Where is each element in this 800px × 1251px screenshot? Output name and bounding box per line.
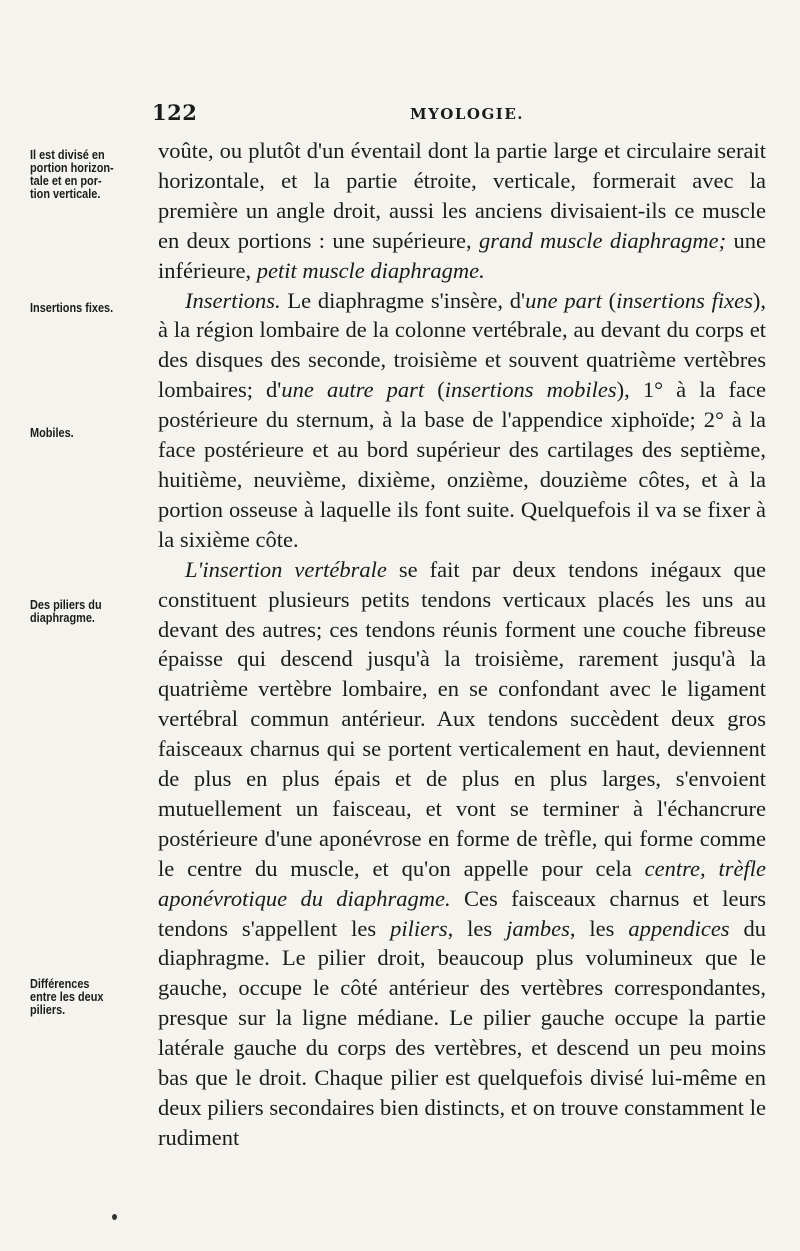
text-run: , les [569, 915, 629, 941]
text-run: ( [601, 287, 617, 313]
text-run: se fait par deux tendons inégaux que constituent plusieurs petits tendons verticaux placés les uns au devant des autres; ces tendons réunis forment une couche fibreuse épaisse qui descend jusqu'à la troisième, rarement jusqu'à la quatrième vertèbre lombaire, en se confondant avec le ligament vertébral commun antérieur. Aux tendons succèdent deux gros faisceaux charnus qui se portent verticalement en haut, deviennent de plus en plus épais et de plus en plus larges, s'envoient mutuellement un faisceau, et vont se terminer à l'échancrure postérieure d'une aponévrose en forme de trèfle, qui forme comme le centre du muscle, et qu'on appelle pour cela [158, 556, 766, 881]
text-run: Le diaphragme s'insère, d' [280, 287, 526, 313]
italic-term: insertions mobiles [444, 377, 617, 403]
page-number: 122 [152, 100, 198, 125]
running-head: MYOLOGIE. [410, 105, 524, 123]
text-run: ), 1° à la face postérieure du sternum, à la base de l'appendice xiphoïde; 2° à la face postérieure et au bord supérieur des cartilages des septième, huitième, neuvième, dixième, onzième, douzième côtes, et à la portion osseuse à laquelle ils font suite. Quelquefois il va se fixer à la sixième côte. [158, 377, 767, 552]
text-run: une inférieure, [158, 227, 766, 283]
italic-term: appendices [628, 915, 730, 941]
italic-term: piliers [390, 915, 448, 941]
margin-note-piliers: Des piliers du diaphragme. [30, 597, 102, 625]
text-run: Ces faisceaux charnus et leurs tendons s'appellent les [158, 885, 766, 941]
margin-note-differences: Différences entre les deux piliers. [30, 976, 104, 1017]
text-run: , les [447, 915, 507, 941]
text-run: du diaphragme. Le pilier droit, beaucoup plus volumineux que le gauche, occupe le côté antérieur des vertèbres correspondantes, presque sur la ligne médiane. Le pilier gauche occupe la partie latérale gauche du corps des vertèbres, et descend un peu moins bas que le droit. Chaque pilier est quelquefois divisé lui-même en deux piliers secondaires bien distincts, et on trouve constamment le rudiment [158, 915, 766, 1150]
italic-term: une part [525, 287, 602, 313]
body-text [158, 136, 766, 1153]
italic-term: L'insertion vertébrale [185, 556, 387, 582]
italic-term: jambes [506, 915, 570, 941]
italic-term: centre, trèfle aponévrotique du diaphragme. [158, 855, 766, 911]
text-run: voûte, ou plutôt d'un éventail dont la partie large et circulaire serait horizontale, et la partie étroite, verticale, formerait avec la première un angle droit, aussi les anciens divisaient-ils ce muscle en deux portions : une supérieure, [158, 138, 766, 253]
italic-term: grand muscle diaphragme; [478, 227, 727, 253]
text-run: ), à la région lombaire de la colonne vertébrale, au devant du corps et des disques des seconde, troisième et souvent quatrième vertèbres lombaires; d' [158, 287, 766, 403]
text-run: ( [424, 377, 445, 403]
ink-speck [112, 1214, 117, 1220]
page-header [0, 100, 800, 130]
italic-term: Insertions. [185, 287, 281, 313]
italic-term: petit muscle diaphragme. [256, 257, 485, 283]
paragraph-insertion-vertebrale [158, 555, 766, 1153]
margin-note-mobiles: Mobiles. [30, 425, 74, 440]
paragraph-division [158, 136, 766, 286]
italic-term: insertions fixes [616, 287, 753, 313]
paragraph-insertions [158, 286, 766, 555]
margin-note-insertions-fixes: Insertions fixes. [30, 300, 114, 315]
margin-note-division: Il est divisé en portion horizon- tale et en por- tion verticale. [30, 147, 114, 201]
italic-term: une autre part [281, 377, 425, 403]
